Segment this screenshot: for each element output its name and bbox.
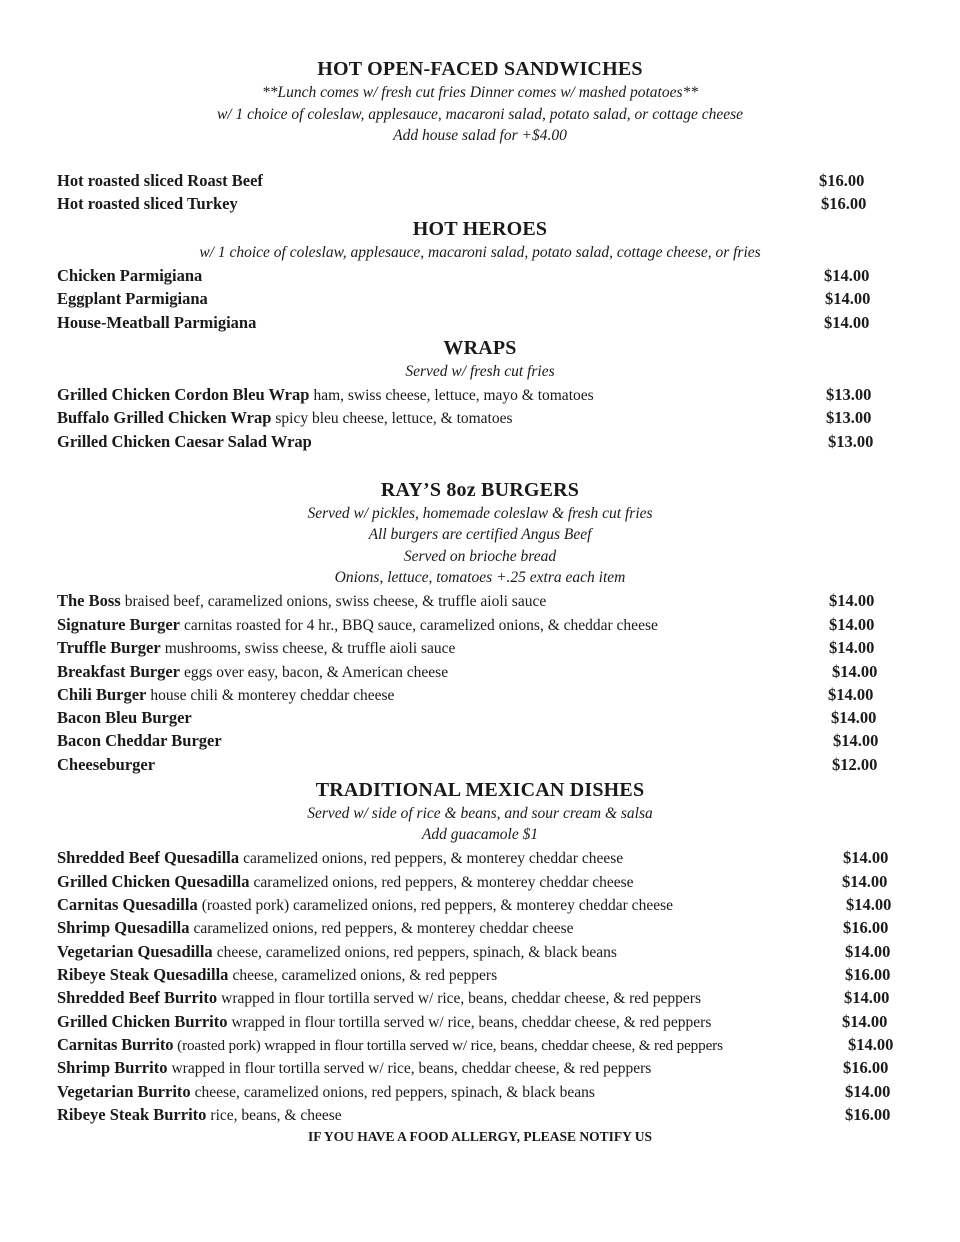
item-price: $14.00 [845, 1082, 891, 1101]
item-description: ham, swiss cheese, lettuce, mayo & tomatoes [313, 387, 594, 404]
menu-item [57, 408, 513, 428]
item-description: wrapped in flour tortilla served w/ rice, beans, cheddar cheese, & red peppers [221, 990, 701, 1007]
menu-item [57, 965, 497, 985]
menu-item [57, 708, 192, 728]
section-title-wraps: WRAPS [443, 337, 517, 359]
item-price: $14.00 [842, 872, 888, 891]
item-price: $16.00 [821, 194, 867, 213]
item-name: Vegetarian Quesadilla [57, 942, 213, 961]
item-name: Ribeye Steak Burrito [57, 1105, 207, 1124]
item-description: cheese, caramelized onions, red peppers, spinach, & black beans [216, 944, 617, 961]
section-title-burgers: RAY’S 8oz BURGERS [380, 479, 580, 501]
item-price: $14.00 [842, 1012, 888, 1031]
item-description: spicy bleu cheese, lettuce, & tomatoes [275, 410, 513, 427]
item-name: Grilled Chicken Caesar Salad Wrap [57, 432, 312, 451]
item-price: $12.00 [832, 755, 878, 774]
allergy-notice: IF YOU HAVE A FOOD ALLERGY, PLEASE NOTIFY US [308, 1129, 652, 1144]
menu-item [57, 385, 594, 405]
menu-item [57, 872, 634, 892]
item-price: $13.00 [826, 408, 872, 427]
menu-item [57, 731, 222, 751]
section-note: Add guacamole $1 [421, 826, 539, 843]
menu-item [57, 615, 658, 635]
item-price: $14.00 [846, 895, 892, 914]
section-note: Served w/ pickles, homemade coleslaw & fresh cut fries [307, 505, 653, 522]
item-description: caramelized onions, red peppers, & monterey cheddar cheese [193, 920, 574, 937]
item-name: House-Meatball Parmigiana [57, 313, 257, 332]
menu-item [57, 1012, 711, 1032]
item-price: $13.00 [826, 385, 872, 404]
menu-item [57, 591, 546, 611]
section-note: All burgers are certified Angus Beef [368, 526, 592, 543]
item-price: $14.00 [845, 942, 891, 961]
menu-item [57, 194, 238, 214]
item-description: (roasted pork) wrapped in flour tortilla served w/ rice, beans, cheddar cheese, & red peppers [177, 1037, 723, 1054]
section-note: w/ 1 choice of coleslaw, applesauce, macaroni salad, potato salad, cottage cheese, or fries [199, 244, 761, 261]
item-price: $14.00 [843, 848, 889, 867]
item-name: Grilled Chicken Burrito [57, 1012, 228, 1031]
item-description: caramelized onions, red peppers, & monterey cheddar cheese [243, 850, 624, 867]
menu-item [57, 895, 673, 915]
item-price: $16.00 [845, 1105, 891, 1124]
section-note: Onions, lettuce, tomatoes +.25 extra each item [334, 569, 626, 586]
item-description: caramelized onions, red peppers, & monterey cheddar cheese [253, 874, 634, 891]
menu-item [57, 313, 256, 333]
item-name: Grilled Chicken Cordon Bleu Wrap [57, 385, 310, 404]
item-price: $16.00 [845, 965, 891, 984]
item-description: rice, beans, & cheese [210, 1107, 342, 1124]
item-name: Eggplant Parmigiana [57, 289, 208, 308]
section-note: **Lunch comes w/ fresh cut fries Dinner comes w/ mashed potatoes** [262, 84, 698, 101]
item-price: $14.00 [844, 988, 890, 1007]
item-price: $14.00 [828, 685, 874, 704]
item-price: $14.00 [831, 708, 877, 727]
item-name: Hot roasted sliced Roast Beef [57, 171, 263, 190]
item-description: mushrooms, swiss cheese, & truffle aioli sauce [164, 640, 456, 657]
menu-item [57, 755, 155, 775]
item-name: Ribeye Steak Quesadilla [57, 965, 229, 984]
item-price: $14.00 [829, 615, 875, 634]
item-name: Signature Burger [57, 615, 180, 634]
item-name: Cheeseburger [57, 755, 156, 774]
menu-item [57, 942, 617, 962]
section-title-mexican: TRADITIONAL MEXICAN DISHES [315, 779, 645, 801]
item-name: Buffalo Grilled Chicken Wrap [57, 408, 272, 427]
item-name: Breakfast Burger [57, 662, 180, 681]
item-price: $14.00 [833, 731, 879, 750]
menu-item [57, 638, 455, 658]
item-price: $14.00 [829, 591, 875, 610]
section-title-hot-open-faced: HOT OPEN-FACED SANDWICHES [317, 58, 643, 80]
section-title-hot-heroes: HOT HEROES [412, 218, 548, 240]
item-description: cheese, caramelized onions, & red peppers [232, 967, 498, 984]
item-price: $14.00 [829, 638, 875, 657]
item-name: Carnitas Quesadilla [57, 895, 198, 914]
item-price: $16.00 [843, 1058, 889, 1077]
item-name: Shrimp Quesadilla [57, 918, 190, 937]
item-name: Shredded Beef Quesadilla [57, 848, 240, 867]
menu-item [57, 266, 202, 286]
menu-item [57, 171, 263, 191]
item-price: $14.00 [824, 313, 870, 332]
menu-item [57, 685, 394, 705]
menu-item [57, 848, 623, 868]
item-name: Carnitas Burrito [57, 1035, 174, 1054]
item-price: $14.00 [825, 289, 871, 308]
item-name: The Boss [57, 591, 121, 610]
item-name: Chicken Parmigiana [57, 266, 203, 285]
item-name: Truffle Burger [57, 638, 161, 657]
item-name: Hot roasted sliced Turkey [57, 194, 238, 213]
section-note: Add house salad for +$4.00 [393, 127, 567, 144]
menu-item [57, 289, 208, 309]
item-name: Shrimp Burrito [57, 1058, 168, 1077]
item-name: Vegetarian Burrito [57, 1082, 191, 1101]
item-price: $14.00 [848, 1035, 894, 1054]
item-description: cheese, caramelized onions, red peppers, spinach, & black beans [194, 1084, 595, 1101]
item-price: $14.00 [824, 266, 870, 285]
item-description: (roasted pork) caramelized onions, red peppers, & monterey cheddar cheese [201, 897, 673, 914]
item-description: carnitas roasted for 4 hr., BBQ sauce, caramelized onions, & cheddar cheese [184, 617, 658, 634]
item-description: house chili & monterey cheddar cheese [150, 687, 395, 704]
menu-item [57, 918, 574, 938]
item-name: Shredded Beef Burrito [57, 988, 218, 1007]
item-description: wrapped in flour tortilla served w/ rice, beans, cheddar cheese, & red peppers [171, 1060, 652, 1077]
item-name: Bacon Bleu Burger [57, 708, 192, 727]
section-note: Served on brioche bread [403, 548, 557, 565]
item-price: $14.00 [832, 662, 878, 681]
menu-item [57, 662, 448, 682]
item-description: braised beef, caramelized onions, swiss cheese, & truffle aioli sauce [124, 593, 547, 610]
item-name: Bacon Cheddar Burger [57, 731, 222, 750]
item-description: eggs over easy, bacon, & American cheese [183, 664, 449, 681]
section-note: Served w/ side of rice & beans, and sour cream & salsa [307, 805, 653, 822]
item-description: wrapped in flour tortilla served w/ rice, beans, cheddar cheese, & red peppers [231, 1014, 712, 1031]
menu-item [57, 1082, 595, 1102]
section-note: Served w/ fresh cut fries [405, 363, 555, 380]
menu-item [57, 1035, 723, 1055]
item-price: $16.00 [819, 171, 865, 190]
item-price: $13.00 [828, 432, 874, 451]
section-note: w/ 1 choice of coleslaw, applesauce, macaroni salad, potato salad, or cottage cheese [216, 106, 744, 123]
menu-item [57, 1105, 342, 1125]
menu-item [57, 432, 312, 452]
menu-item [57, 1058, 651, 1078]
item-name: Grilled Chicken Quesadilla [57, 872, 250, 891]
item-price: $16.00 [843, 918, 889, 937]
item-name: Chili Burger [57, 685, 147, 704]
menu-item [57, 988, 701, 1008]
